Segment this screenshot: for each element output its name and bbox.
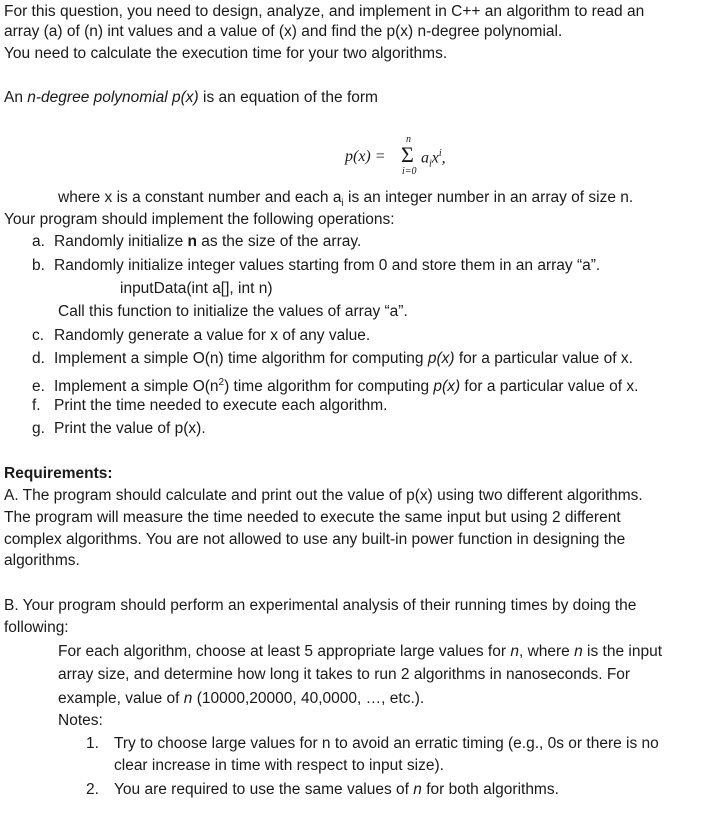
- operation-g: g. Print the value of p(x).: [32, 420, 206, 437]
- note-2: 2. You are required to use the same values of n for both algorithms.: [86, 781, 559, 798]
- requirement-a-line-3: complex algorithms. You are not allowed to use any built-in power function in designing the: [4, 531, 626, 548]
- operation-b: b. Randomly initialize integer values starting from 0 and store them in an array “a”.: [32, 257, 601, 274]
- operation-a: a. Randomly initialize n as the size of the array.: [32, 233, 362, 250]
- each-algorithm-line-1: For each algorithm, choose at least 5 appropriate large values for n, where n is the input: [58, 643, 663, 660]
- where-line: where x is a constant number and each $a_i$ is an integer number in an array of size n.: [58, 189, 634, 210]
- sigma-symbol: Σ: [401, 142, 414, 167]
- operation-b-signature: inputData(int a[], int n): [120, 280, 273, 297]
- notes-label: Notes:: [58, 712, 103, 729]
- each-algorithm-line-2: array size, and determine how long it takes to run 2 algorithms in nanoseconds. For: [58, 666, 631, 683]
- operation-c: c. Randomly generate a value for x of any value.: [32, 327, 371, 344]
- intro-line-1: For this question, you need to design, analyze, and implement in C++ an algorithm to read an: [4, 3, 645, 20]
- each-algorithm-line-3: example, value of n (10000,20000, 40,0000, …, etc.).: [58, 690, 425, 707]
- formula-lower-limit: i=0: [402, 166, 417, 177]
- note-1-line-1: 1. Try to choose large values for n to avoid an erratic timing (e.g., 0s or there is no: [86, 735, 659, 752]
- requirement-b-line-1: B. Your program should perform an experimental analysis of their running times by doing the: [4, 597, 637, 614]
- intro-line-2: array (a) of (n) int values and a value of (x) and find the p(x) n-degree polynomial.: [4, 23, 563, 40]
- requirements-heading: Requirements:: [4, 465, 113, 482]
- operation-f: f. Print the time needed to execute each algorithm.: [32, 397, 388, 414]
- intro-line-3: You need to calculate the execution time for your two algorithms.: [4, 45, 448, 62]
- requirement-a-line-2: The program will measure the time needed to execute the same input but using 2 different: [4, 509, 621, 526]
- operation-b-call: Call this function to initialize the values of array “a”.: [58, 303, 408, 320]
- operations-intro: Your program should implement the following operations:: [4, 211, 395, 228]
- operation-d: d. Implement a simple O(n) time algorithm for computing p(x) for a particular value of x.: [32, 350, 633, 367]
- formula-term: $a_ix^i$,: [421, 148, 446, 170]
- operation-e: e. Implement a simple $O(n^2)$ time algorithm for computing p(x) for a particular value of x.: [32, 377, 639, 396]
- note-1-line-2: clear increase in time with respect to input size).: [114, 757, 444, 774]
- polynomial-formula: [345, 134, 465, 180]
- formula-upper-limit: n: [406, 134, 411, 145]
- requirement-a-line-4: algorithms.: [4, 552, 80, 569]
- requirement-b-line-2: following:: [4, 619, 69, 636]
- formula-lhs: p(x) =: [345, 148, 386, 165]
- definition-line: An n-degree polynomial p(x) is an equation of the form: [4, 89, 378, 106]
- requirement-a-line-1: A. The program should calculate and print out the value of p(x) using two different algorithms.: [4, 487, 643, 504]
